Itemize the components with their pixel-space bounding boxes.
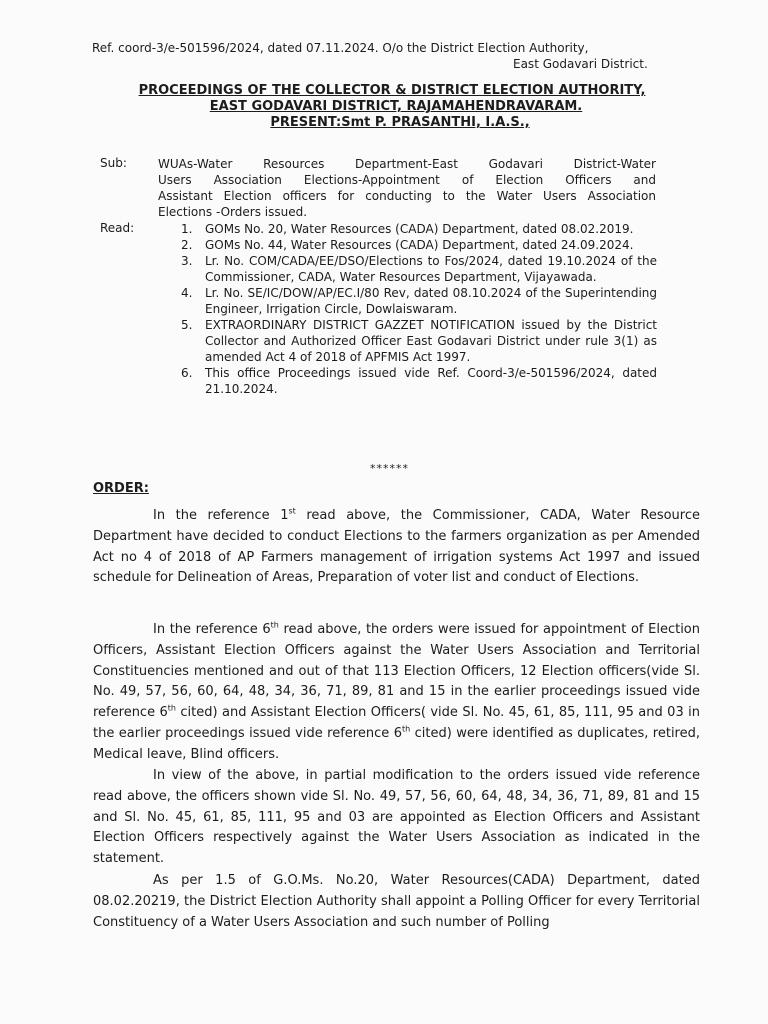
proceedings-heading: [0, 83, 768, 131]
read-reference-number: 2.: [181, 238, 193, 252]
read-reference-item: [181, 285, 657, 317]
subject-line: WUAs-Water Resources Department-East Godavari District-Water: [158, 157, 656, 171]
read-reference-number: 4.: [181, 286, 193, 300]
heading-line-1: PROCEEDINGS OF THE COLLECTOR & DISTRICT ELECTION AUTHORITY,: [138, 83, 646, 98]
read-reference-number: 1.: [181, 222, 193, 236]
order-paragraph-4: As per 1.5 of G.O.Ms. No.20, Water Resources(CADA) Department, dated 08.02.20219, the District Election Authority shall appoint a Polling Officer for every Territorial Constituency of a Water Users Association and such number of Polling: [93, 873, 700, 930]
reference-line: [92, 40, 648, 72]
reference-number: Ref. coord-3/e-501596/2024, dated 07.11.2024. O/o the District Election Authority,: [92, 41, 589, 55]
read-reference-item: [181, 253, 657, 285]
subject-line: Elections -Orders issued.: [158, 205, 308, 219]
read-label: Read:: [100, 221, 135, 235]
read-reference-item: [181, 317, 657, 365]
heading-line-3: PRESENT:Smt P. PRASANTHI, I.A.S.,: [270, 115, 530, 130]
order-heading: ORDER:: [93, 481, 149, 496]
read-reference-text: EXTRAORDINARY DISTRICT GAZZET NOTIFICATION issued by the District Collector and Authorized Officer East Godavari District under rule 3(1) as amended Act 4 of 2018 of APFMIS Act 1997.: [205, 318, 657, 364]
read-reference-text: Lr. No. SE/IC/DOW/AP/EC.I/80 Rev, dated 08.10.2024 of the Superintending Engineer, Irrigation Circle, Dowlaiswaram.: [205, 286, 657, 316]
read-reference-item: [181, 221, 657, 237]
read-reference-number: 5.: [181, 318, 193, 332]
heading-line-2: EAST GODAVARI DISTRICT, RAJAMAHENDRAVARAM.: [209, 99, 583, 114]
read-reference-item: [181, 237, 657, 253]
order-paragraph-3: In view of the above, in partial modification to the orders issued vide reference read above, the officers shown vide Sl. No. 49, 57, 56, 60, 64, 48, 34, 36, 71, 89, 81 and 15 and Sl. No. 45, 61, 85, 111, 95 and 03 are appointed as Election Officers and Assistant Election Officers respectively against the Water Users Association as indicated in the statement.: [93, 768, 700, 867]
read-reference-text: GOMs No. 44, Water Resources (CADA) Department, dated 24.09.2024.: [205, 238, 634, 252]
read-reference-number: 6.: [181, 366, 193, 380]
order-paragraph-2: In the reference 6th read above, the orders were issued for appointment of Election Officers, Assistant Election Officers against the Water Users Association and Territorial Constituencies mentioned and out of that 113 Election Officers, 12 Election officers(vide Sl. No. 49, 57, 56, 60, 64, 48, 34, 36, 71, 89, 81 and 15 in the earlier proceedings issued vide reference 6th cited) and Assistant Election Officers( vide Sl. No. 45, 61, 85, 111, 95 and 03 in the earlier proceedings issued vide reference 6th cited) were identified as duplicates, retired, Medical leave, Blind officers.: [93, 620, 700, 762]
subject-line: Assistant Election officers for conducting to the Water Users Association: [158, 189, 656, 203]
read-reference-number: 3.: [181, 254, 193, 268]
read-reference-text: GOMs No. 20, Water Resources (CADA) Department, dated 08.02.2019.: [205, 222, 634, 236]
read-reference-text: This office Proceedings issued vide Ref. Coord-3/e-501596/2024, dated 21.10.2024.: [205, 366, 657, 396]
read-reference-item: [181, 365, 657, 397]
read-references-list: [181, 221, 657, 397]
subject-label: Sub:: [100, 156, 127, 170]
order-paragraph-1: In the reference 1st read above, the Commissioner, CADA, Water Resource Department have decided to conduct Elections to the farmers organization as per Amended Act no 4 of 2018 of AP Farmers management of irrigation systems Act 1997 and issued schedule for Delineation of Areas, Preparation of voter list and conduct of Elections.: [93, 506, 700, 586]
read-reference-text: Lr. No. COM/CADA/EE/DSO/Elections to Fos/2024, dated 19.10.2024 of the Commissioner, CADA, Water Resources Department, Vijayawada.: [205, 254, 657, 284]
subject-text: [158, 156, 656, 220]
section-separator: ******: [370, 462, 409, 475]
subject-line: Users Association Elections-Appointment of Election Officers and: [158, 173, 656, 187]
reference-office: East Godavari District.: [513, 57, 648, 71]
